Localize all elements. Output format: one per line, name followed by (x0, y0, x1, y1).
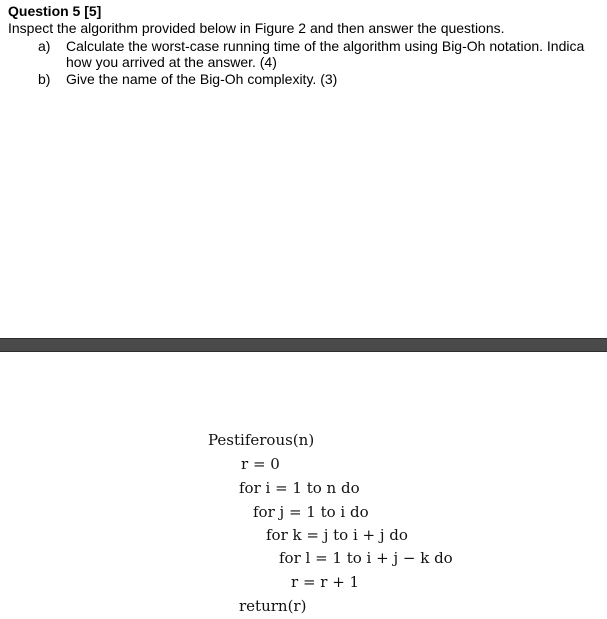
algo-loop-j: for j = 1 to i do (253, 503, 369, 521)
algo-loop-k: for k = j to i + j do (266, 526, 408, 544)
algo-return: return(r) (239, 597, 307, 615)
algo-increment: r = r + 1 (291, 573, 360, 591)
algorithm-figure (0, 352, 607, 619)
question-title: Question 5 [5] (8, 3, 102, 19)
item-a-text-line2: how you arrived at the answer. (4) (66, 54, 277, 70)
page-divider (0, 338, 607, 352)
item-a-text-line1: Calculate the worst-case running time of the algorithm using Big-Oh notation. Indica (66, 38, 585, 54)
algo-init: r = 0 (241, 455, 280, 473)
item-b-label: b) (38, 71, 51, 87)
item-a-label: a) (38, 38, 51, 54)
question-intro: Inspect the algorithm provided below in Figure 2 and then answer the questions. (8, 20, 505, 36)
algo-signature: Pestiferous(n) (208, 431, 315, 449)
item-b-text: Give the name of the Big-Oh complexity. (3) (66, 71, 338, 87)
algo-loop-i: for i = 1 to n do (239, 479, 360, 497)
algo-loop-l: for l = 1 to i + j − k do (279, 549, 453, 567)
